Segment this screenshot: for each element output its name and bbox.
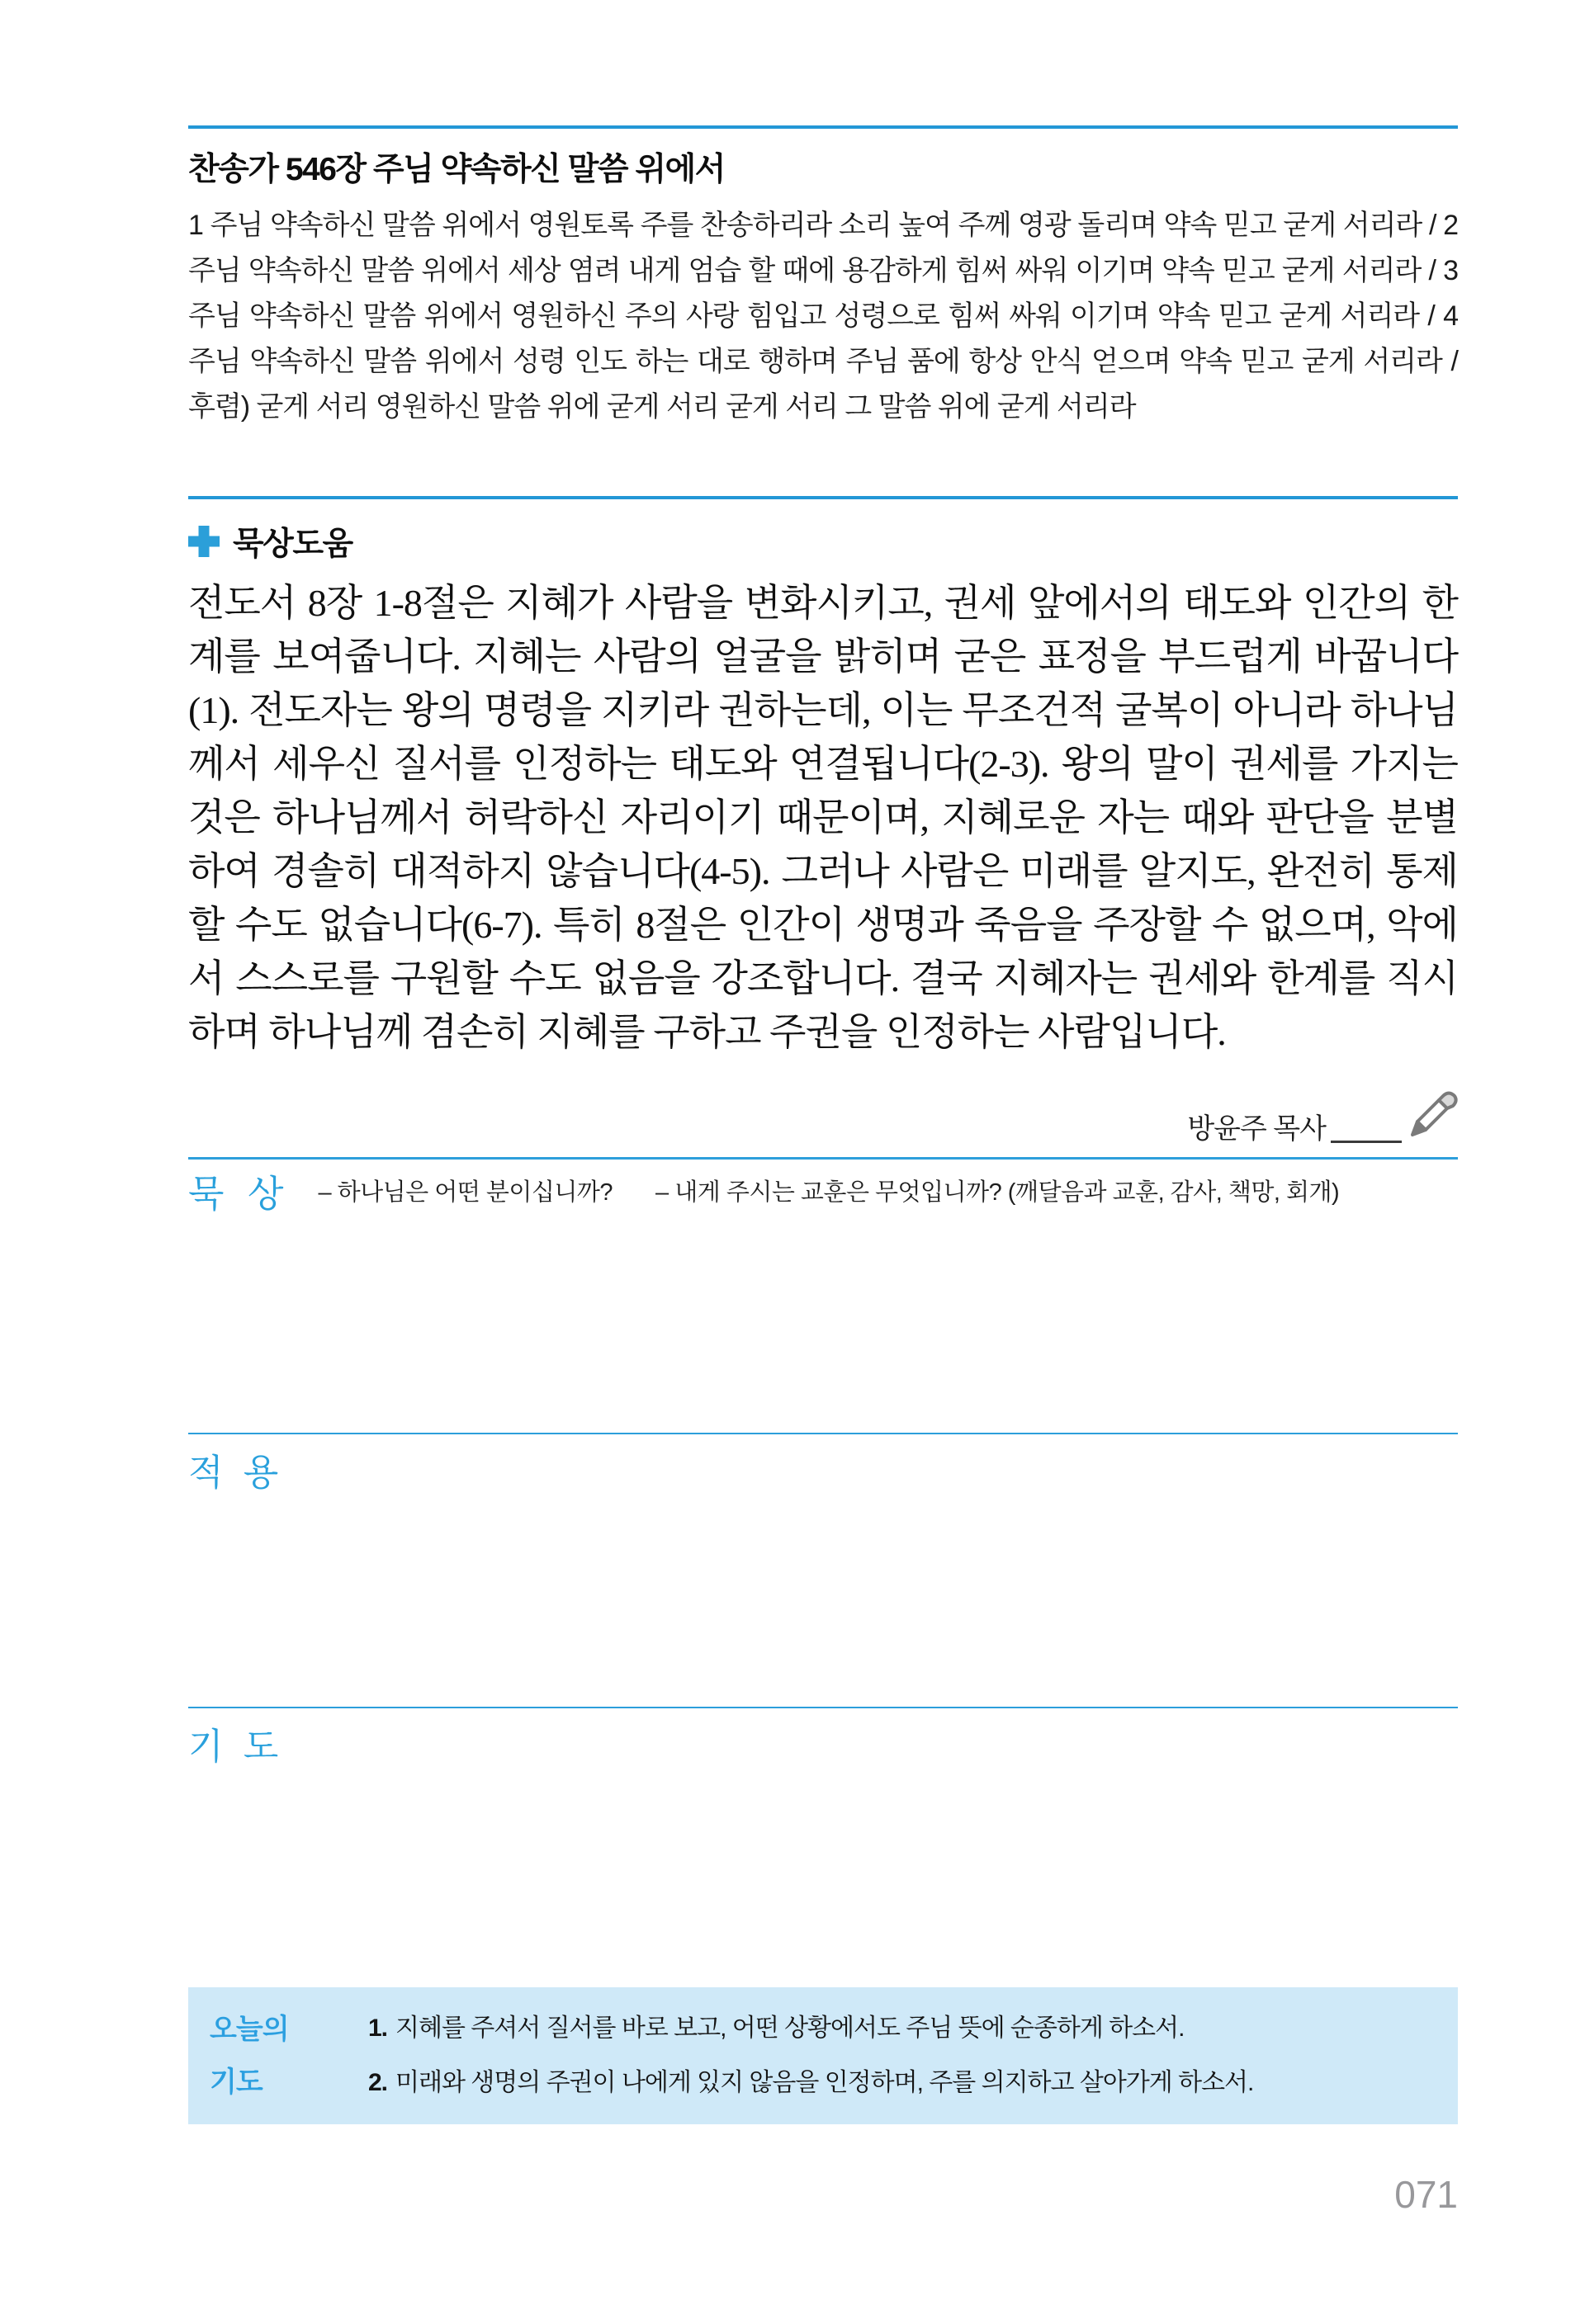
meditation-section xyxy=(188,1164,1339,1217)
meditation-questions xyxy=(318,1174,1339,1207)
today-prayer-title-line1: 오늘의 xyxy=(210,2014,289,2045)
meditation-help-body: 전도서 8장 1-8절은 지혜가 사람을 변화시키고, 권세 앞에서의 태도와 인간의 한계를 보여줍니다. 지혜는 사람의 얼굴을 밝히며 굳은 표정을 부드럽게 바꿉니다(1). 전도자는 왕의 명령을 지키라 권하는데, 이는 무조건적 굴복이 아니라 하나님께서 세우신 질서를 인정하는 태도와 연결됩니다(2-3). 왕의 말이 권세를 가지는 것은 하나님께서 허락하신 자리이기 때문이며, 지혜로운 자는 때와 판단을 분별하여 경솔히 대적하지 않습니다(4-5). 그러나 사람은 미래를 알지도, 완전히 통제할 수도 없습니다(6-7). 특히 8절은 인간이 생명과 죽음을 주장할 수 없으며, 악에서 스스로를 구원할 수도 없음을 강조합니다. 결국 지혜자는 권세와 한계를 직시하며 하나님께 겸손히 지혜를 구하고 주권을 인정하는 사람입니다. xyxy=(188,582,1458,1053)
meditation-help-divider xyxy=(188,496,1458,499)
today-prayer-title xyxy=(210,2003,325,2109)
meditation-divider xyxy=(188,1157,1458,1160)
meditation-question-1: – 하나님은 어떤 분이십니까? xyxy=(318,1179,613,1206)
top-divider xyxy=(188,125,1458,129)
today-prayer-item-text: 미래와 생명의 주권이 나에게 있지 않음을 인정하며, 주를 의지하고 살아가게 하소서. xyxy=(395,2069,1254,2096)
application-label: 적 용 xyxy=(188,1452,284,1493)
plus-icon xyxy=(188,526,220,557)
pencil-icon xyxy=(1403,1088,1458,1146)
meditation-label: 묵 상 xyxy=(188,1173,291,1215)
page-number: 071 xyxy=(1394,2173,1458,2216)
today-prayer-item-number: 1. xyxy=(368,2015,388,2042)
today-prayer-item xyxy=(368,2001,1253,2056)
hymn-lyrics: 1 주님 약속하신 말씀 위에서 영원토록 주를 찬송하리라 소리 높여 주께 영광 돌리며 약속 믿고 굳게 서리라 / 2 주님 약속하신 말씀 위에서 세상 염려 내게 엄습 할 때에 용감하게 힘써 싸워 이기며 약속 믿고 굳게 서리라 / 3 주님 약속하신 말씀 위에서 영원하신 주의 사랑 힘입고 성령으로 힘써 싸워 이기며 약속 믿고 굳게 서리라 / 4 주님 약속하신 말씀 위에서 성령 인도 하는 대로 행하며 주님 품에 항상 안식 얻으며 약속 믿고 굳게 서리라 / 후렴) 굳게 서리 영원하신 말씀 위에 굳게 서리 굳게 서리 그 말씀 위에 굳게 서리라 xyxy=(188,210,1458,423)
today-prayer-items xyxy=(368,2001,1253,2110)
prayer-divider xyxy=(188,1707,1458,1708)
application-divider xyxy=(188,1433,1458,1434)
meditation-question-2: – 내게 주시는 교훈은 무엇입니까? (깨달음과 교훈, 감사, 책망, 회개) xyxy=(655,1179,1340,1206)
today-prayer-item-number: 2. xyxy=(368,2069,388,2096)
today-prayer-item xyxy=(368,2056,1253,2110)
today-prayer-title-line2: 기도 xyxy=(210,2067,263,2098)
today-prayer-box xyxy=(188,1987,1458,2124)
meditation-help-label: 묵상도움 xyxy=(233,527,352,562)
author-row xyxy=(1187,1088,1458,1146)
author-name: 방윤주 목사 xyxy=(1187,1113,1326,1145)
hymn-title: 찬송가 546장 주님 약속하신 말씀 위에서 xyxy=(188,152,725,187)
today-prayer-item-text: 지혜를 주셔서 질서를 바로 보고, 어떤 상황에서도 주님 뜻에 순종하게 하소서. xyxy=(395,2015,1185,2042)
prayer-label: 기 도 xyxy=(188,1726,284,1767)
signature-underline xyxy=(1331,1141,1402,1143)
meditation-help-heading xyxy=(188,518,352,564)
